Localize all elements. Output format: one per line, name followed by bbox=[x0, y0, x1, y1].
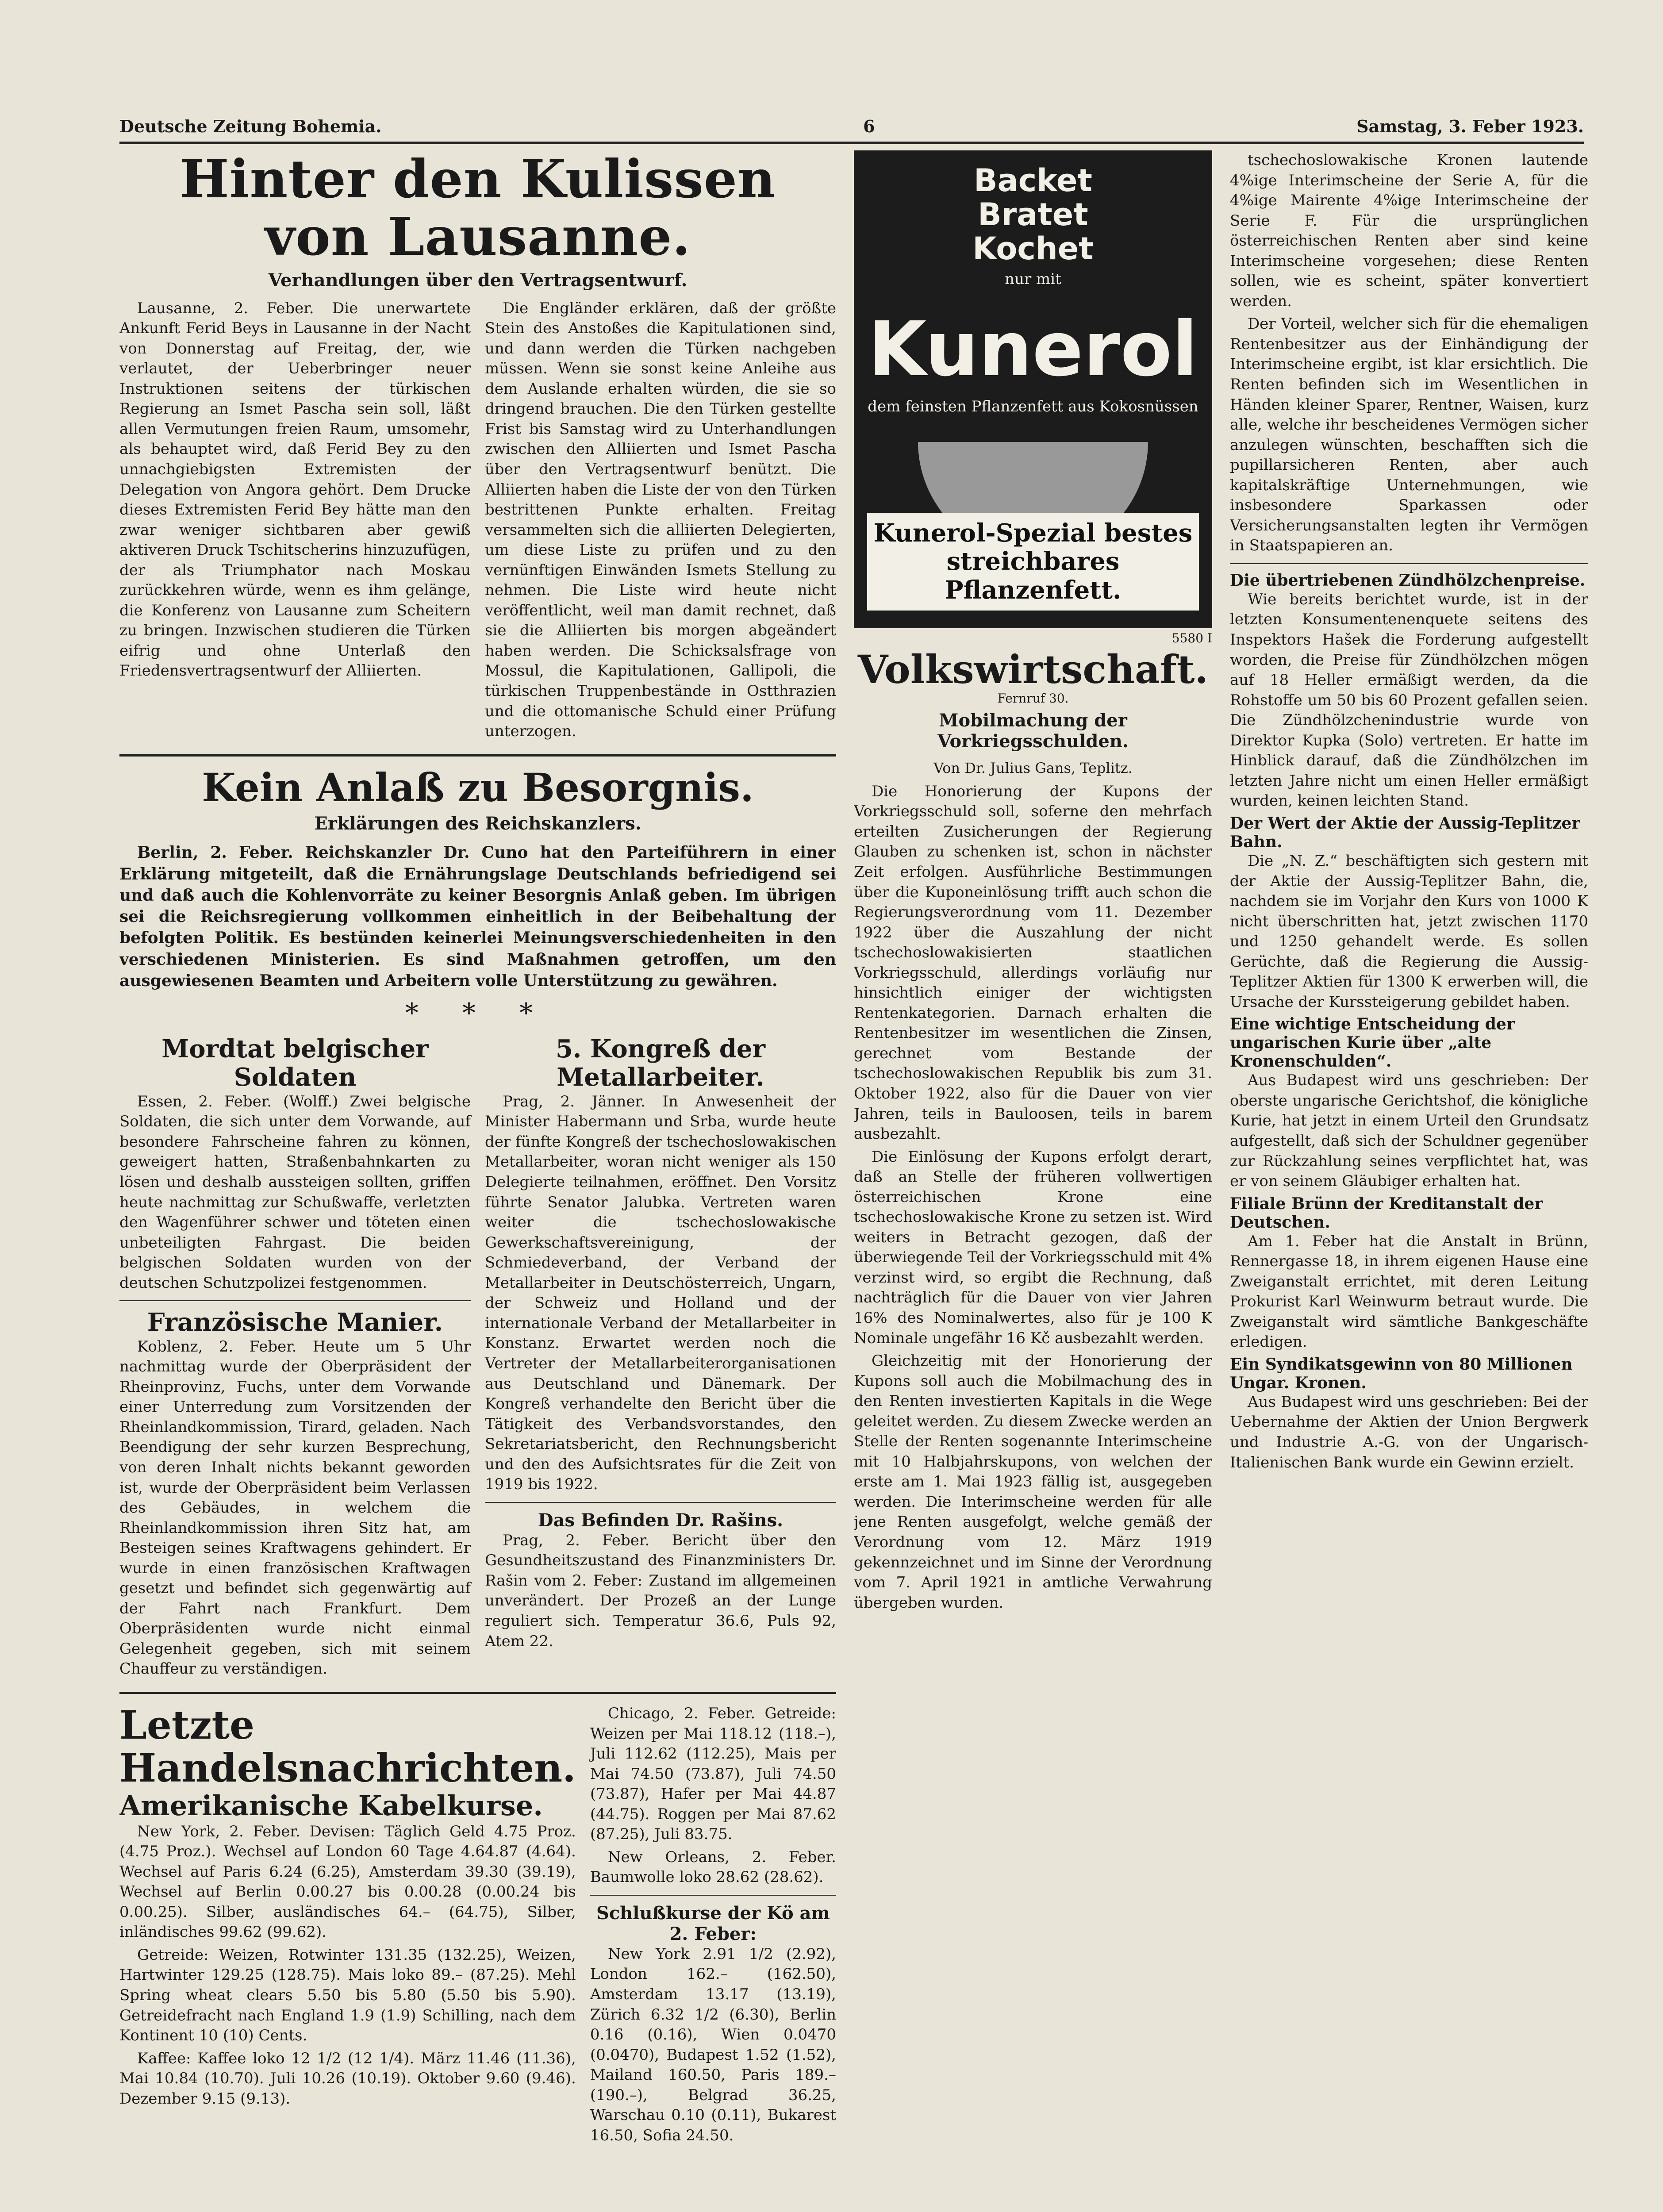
masthead-left: Deutsche Zeitung Bohemia. bbox=[119, 116, 382, 136]
manier-paragraph: Koblenz, 2. Feber. Heute um 5 Uhr nachmittag wurde der Oberpräsident der Rheinprovinz, Fuchs, unter dem Vorwande einer Unterredung zum Vorsitzenden der Rheinlandkommission, Tirard, geladen. Nach Beendigung der sehr kurzen Besprechung, von deren Inhalt nichts bekannt geworden ist, wurde der Oberpräsident beim Verlassen des Gebäudes, in welchem die Rheinlandkommission ihren Sitz hat, am Besteigen seines Kraftwagens gehindert. Er wurde in einen französischen Kraftwagen gesetzt und befindet sich gegenwärtig auf der Fahrt nach Frankfurt. Dem Oberpräsidenten wurde nicht einmal Gelegenheit gegeben, sich mit seinem Chauffeur zu verständigen. bbox=[119, 1337, 471, 1678]
rasin-headline: Das Befinden Dr. Rašins. bbox=[538, 1509, 783, 1531]
besorgnis-paragraph: Berlin, 2. Feber. Reichskanzler Dr. Cuno hat den Parteiführern in einer Erklärung mitgeteilt, daß die Ernährungslage Deutschlands befriedigend sei und daß auch die Kohlenvorräte zu keiner Besorgnis Anlaß geben. Im übrigen sei die Reichsregierung vollkommen einheitlich in der Beibehaltung der befolgten Politik. Es bestünden keinerlei Meinungsverschiedenheiten in den verschiedenen Ministerien. Es sind Maßnahmen getroffen, um den ausgewiesenen Beamten und Arbeitern volle Unterstützung zu gewähren. bbox=[119, 843, 836, 990]
mordtat-headline: Mordtat belgischer Soldaten bbox=[161, 1034, 429, 1092]
kurie-headline: Eine wichtige Entscheidung der ungarischen Kurie über „alte Kronenschulden“. bbox=[1230, 1015, 1515, 1071]
rasin-paragraph: Prag, 2. Feber. Bericht über den Gesundheitszustand des Finanzministers Dr. Rašin vom 2. Feber: Zustand im allgemeinen unverändert. Der Prozeß an der Lunge reguliert sich. Temperatur 36.6, Puls 92, Atem 22. bbox=[485, 1531, 836, 1650]
right-paragraph-4: Die „N. Z.“ beschäftigten sich gestern mit der Aktie der Aussig-Teplitzer Bahn, die, nachdem sie im Vorjahr den Kurs von 1000 K nicht überschritten hat, jetzt zwischen 1170 und 1250 gehandelt werde. Es sollen Gerüchte, daß die Regierung die Aussig-Teplitzer Aktien für 1300 K erwerben will, die Ursache der Kurssteigerung gebildet haben. bbox=[1230, 852, 1588, 1011]
right-paragraph-1: tschechoslowakische Kronen lautende 4%ige Interimscheine der Serie A, für die 4%ige Mairente 4%ige Interimscheine der Serie F. Für die ursprünglichen österreichischen Renten aber sind keine Interimscheine vorgesehen; diese Renten sollen, wie es scheint, später konvertiert werden. bbox=[1230, 151, 1588, 310]
right-paragraph-3: Wie bereits berichtet wurde, ist in der letzten Konsumentenenquete seitens des Inspektors Hašek die Forderung aufgestellt worden, die Preise für Zündhölzchen mögen auf 18 Heller ermäßigt werden, da die Rohstoffe um 50 bis 60 Prozent gefallen seien. Die Zündhölzchenindustrie wurde von Direktor Kupka (Solo) vertreten. Er hatte im Hinblick darauf, daß die Zündhölzchen im letzten Jahre nicht um einen Heller ermäßigt wurden, keinen leichten Stand. bbox=[1230, 590, 1588, 810]
mordtat-paragraph: Essen, 2. Feber. (Wolff.) Zwei belgische Soldaten, die sich unter dem Vorwande, auf besondere Fahrscheine fahren zu können, geweigert hatten, Straßenbahnkarten zu lösen und deshalb aussteigen sollten, griffen heute nachmittag zur Schußwaffe, verletzten den Wagenführer schwer und töteten einen unbeteiligten Fahrgast. Die beiden belgischen Soldaten wurden von der deutschen Schutzpolizei festgenommen. bbox=[119, 1092, 471, 1292]
handel-section bbox=[119, 1704, 836, 2148]
column-middle bbox=[854, 150, 1212, 1616]
ad-brand: Kunerol bbox=[868, 306, 1198, 393]
column-left bbox=[119, 150, 836, 2148]
date-line: Samstag, 3. Feber 1923. bbox=[1356, 116, 1584, 136]
zuendhoelzchen-headline: Die übertriebenen Zündhölzchenpreise. bbox=[1230, 571, 1586, 590]
handel-subtitle: Amerikanische Kabelkurse. bbox=[119, 1789, 543, 1822]
lausanne-headline: Hinter den Kulissen von Lausanne. bbox=[180, 150, 776, 267]
divider bbox=[1230, 563, 1588, 564]
volkswirtschaft-paragraph-1: Die Honorierung der Kupons der Vorkriegsschuld soll, soferne den mehrfach erteilten Zusicherungen der Regierung Glauben zu schenken ist, schon in nächster Zeit erfolgen. Ausführliche Bestimmungen über die Kuponeinlösung trifft auch schon die Regierungsverordnung vom 11. Dezember 1922 über die Auszahlung der nicht tschechoslowakisierten staatlichen Vorkriegsschuld, allerdings vorläufig nur hinsichtlich einiger der wichtigsten Rentenkategorien. Darnach erhalten die Rentenbesitzer im wesentlichen die Zinsen, gerechnet vom Bestande der tschechoslowakischen Republik bis zum 31. Oktober 1922, also für die Dauer von vier Jahren, teils in Bauloosen, teils in barem ausbezahlt. bbox=[854, 782, 1212, 1143]
page-number: 6 bbox=[863, 116, 875, 136]
volkswirtschaft-paragraph-2: Die Einlösung der Kupons erfolgt derart, daß an Stelle der früheren vollwertigen österreichischen Krone eine tschechoslowakische Krone zu setzen ist. Wird weiters in Betracht gezogen, daß der überwiegende Teil der Vorkriegsschuld mit 4% verzinst wird, so ergibt die Rechnung, daß nachträglich für die Dauer von vier Jahren 16% des Nominalwertes, also für je 100 K Nominale ungefähr 16 Kč ausbezahlt werden. bbox=[854, 1148, 1212, 1347]
schluss-headline: Schlußkurse der Kö am 2. Feber: bbox=[596, 1902, 830, 1944]
volkswirtschaft-paragraph-3: Gleichzeitig mit der Honorierung der Kupons soll auch die Mobilmachung des in den Renten investierten Kapitals in die Wege geleitet werden. Zu diesem Zwecke werden an Stelle der Renten sogenannte Interimscheine mit 10 Halbjahrskupons, von welchen der erste am 1. Mai 1923 fällig ist, ausgegeben werden. Die Interimscheine werden für alle jene Renten ausgefolgt, welche gemäß der Verordnung vom 12. März 1919 gekennzeichnet und im Sinne der Verordnung vom 7. April 1921 in amtliche Verwahrung übergeben wurden. bbox=[854, 1352, 1212, 1612]
besorgnis-headline: Kein Anlaß zu Besorgnis. bbox=[202, 764, 754, 810]
ad-footer: Kunerol-Spezial bestes streichbares Pflanzenfett. bbox=[867, 513, 1199, 611]
handel-paragraph-5: New Orleans, 2. Feber. Baumwolle loko 28.62 (28.62). bbox=[590, 1848, 836, 1886]
besorgnis-subtitle: Erklärungen des Reichskanzlers. bbox=[314, 813, 641, 834]
right-paragraph-6: Am 1. Feber hat die Anstalt in Brünn, Rennergasse 18, in ihrem eigenen Hause eine Zweiganstalt errichtet, mit deren Leitung Prokurist Karl Weinwurm betraut wurde. Die Zweiganstalt wird sämtliche Bankgeschäfte erledigen. bbox=[1230, 1232, 1588, 1351]
aussig-headline: Der Wert der Aktie der Aussig-Teplitzer Bahn. bbox=[1230, 814, 1580, 851]
right-paragraph-7: Aus Budapest wird uns geschrieben: Bei der Uebernahme der Aktien der Union Bergwerk und Industrie A.-G. von der Ungarisch-Italienischen Bank wurde ein Gewinn erzielt. bbox=[1230, 1393, 1588, 1471]
divider bbox=[485, 1502, 836, 1503]
kunerol-advertisement bbox=[854, 150, 1212, 628]
handel-paragraph-3: Kaffee: Kaffee loko 12 1/2 (12 1/4). März 11.46 (11.36), Mai 10.84 (10.70). Juli 10.26 (10.19). Oktober 9.60 (9.46). Dezember 9.15 (9.13). bbox=[119, 2049, 576, 2108]
fernruf: Fernruf 30. bbox=[997, 691, 1069, 706]
right-paragraph-2: Der Vorteil, welcher sich für die ehemaligen Rentenbesitzer aus der Einhändigung der Interimscheine ergibt, ist klar ersichtlich. Die Renten befinden sich im Wesentlichen in Händen kleiner Sparer, Rentner, Waisen, kurz alle, welche ihr bescheidenes Vermögen sicher anzulegen wünschten, beschafften sich die pupillarsicheren Renten, aber auch kapitalskräftige Unternehmungen, wie insbesondere Sparkassen oder Versicherungsanstalten legten ihr Vermögen in Staatspapieren an. bbox=[1230, 315, 1588, 555]
column-right bbox=[1230, 150, 1588, 1475]
ad-small-2: dem feinsten Pflanzenfett aus Kokosnüssen bbox=[868, 398, 1198, 415]
lausanne-paragraph-1: Lausanne, 2. Feber. Die unerwartete Ankunft Ferid Beys in Lausanne in der Nacht von Donnerstag auf Freitag, der, wie verlautet, der Ueberbringer neuer Instruktionen seitens der türkischen Regierung an Ismet Pascha sein soll, läßt allen Vermutungen freien Raum, umsomehr, als behauptet wird, daß Ferid Bey zu den unnachgiebigsten Extremisten der Delegation von Angora gehört. Dem Drucke dieses Extremisten Ferid Bey hätte man den zwar weniger sichtbaren aber gewiß aktiveren Druck Tschitscherins hinzuzufügen, der als Triumphator nach Moskau zurückkehren würde, wenn es ihm gelänge, die Konferenz von Lausanne zum Scheitern zu bringen. Inzwischen studieren die Türken eifrig und ohne Unterlaß den Friedensvertragsentwurf der Alliierten. bbox=[119, 299, 471, 680]
handel-paragraph-1: New York, 2. Feber. Devisen: Täglich Geld 4.75 Proz. (4.75 Proz.). Wechsel auf London 60 Tage 4.64.87 (4.64). Wechsel auf Paris 6.24 (6.25), Amsterdam 39.30 (39.19), Wechsel auf Berlin 0.00.27 bis 0.00.28 (0.00.24 bis 0.00.25). Silber, ausländisches 64.– (64.75), Silber, inländisches 99.62 (99.62). bbox=[119, 1822, 576, 1941]
ad-code: 5580 I bbox=[1171, 631, 1212, 645]
lausanne-body bbox=[119, 299, 836, 745]
handel-paragraph-4: Chicago, 2. Feber. Getreide: Weizen per Mai 118.12 (118.–), Juli 112.62 (112.25), Mais per Mai 74.50 (73.87), Juli 74.50 (73.87), Hafer per Mai 44.87 (44.75). Roggen per Mai 87.62 (87.25), Juli 83.75. bbox=[590, 1705, 836, 1843]
divider bbox=[119, 1300, 471, 1301]
author-line: Von Dr. Julius Gans, Teplitz. bbox=[933, 759, 1133, 776]
kongress-headline: 5. Kongreß der Metallarbeiter. bbox=[555, 1034, 766, 1092]
manier-headline: Französische Manier. bbox=[147, 1308, 443, 1337]
handel-paragraph-2: Getreide: Weizen, Rotwinter 131.35 (132.25), Weizen, Hartwinter 129.25 (128.75). Mais loko 89.– (87.25). Mehl Spring wheat clears 5.50 bis 5.80 (5.50 bis 5.90). Getreidefracht nach England 1.9 (1.9) Schilling, nach dem Kontinent 10 (10) Cents. bbox=[119, 1946, 576, 2045]
section-stars: * * * bbox=[405, 998, 551, 1029]
handel-headline: Letzte Handelsnachrichten. bbox=[119, 1702, 576, 1791]
ad-line-1: Backet bbox=[974, 162, 1092, 199]
divider bbox=[119, 754, 836, 757]
syndikat-headline: Ein Syndikatsgewinn von 80 Millionen Ungar. Kronen. bbox=[1230, 1355, 1573, 1392]
lausanne-paragraph-2: Die Engländer erklären, daß der größte Stein des Anstoßes die Kapitulationen sind, und dann werden die Türken nachgeben müssen. Wenn sie sonst keine Anleihe aus dem Auslande erhalten würden, die sie so dringend brauchen. Die den Türken gestellte Frist bis Samstag wird zu Unterhandlungen zwischen den Alliierten und Ismet Pascha über den Vertragsentwurf benützt. Die Alliierten haben die Liste der von den Türken bestrittenen Punkte erhalten. Freitag versammelten sich die alliierten Delegierten, um diese Liste zu prüfen und zu den vernünftigen Einwänden Ismets Stellung zu nehmen. Die Liste wird heute nicht veröffentlicht, weil man damit rechnet, daß sie die Alliierten bis morgen abgeändert haben werden. Die Schicksalsfrage von Mossul, die Kapitulationen, Gallipoli, die türkischen Truppenbestände in Ostthrazien und die ottomanische Schuld einer Prüfung unterzogen. bbox=[485, 299, 836, 741]
bruenn-headline: Filiale Brünn der Kreditanstalt der Deutschen. bbox=[1230, 1194, 1543, 1232]
ad-line-3: Kochet bbox=[972, 230, 1094, 267]
ad-line-2: Bratet bbox=[978, 196, 1088, 233]
volkswirtschaft-headline: Volkswirtschaft. bbox=[857, 646, 1209, 692]
schluss-paragraph: New York 2.91 1/2 (2.92), London 162.– (162.50), Amsterdam 13.17 (13.19), Zürich 6.32 1/2 (6.30), Berlin 0.16 (0.16), Wien 0.0470 (0.0470), Budapest 1.52 (1.52), Mailand 160.50, Paris 189.– (190.–), Belgrad 36.25, Warschau 0.10 (0.11), Bukarest 16.50, Sofia 24.50. bbox=[590, 1945, 836, 2144]
kongress-paragraph: Prag, 2. Jänner. In Anwesenheit der Minister Habermann und Srba, wurde heute der fünfte Kongreß der tschechoslowakischen Metallarbeiter, woran nicht weniger als 150 Delegierte teilnahmen, eröffnet. Den Vorsitz führte Senator Jalubka. Vertreten waren weiter die tschechoslowakische Gewerkschaftsvereinigung, der Schmiedeverband, der Verband der Metallarbeiter in Deutschösterreich, Ungarn, der Schweiz und Holland und der internationale Verband der Metallarbeiter in Konstanz. Erwartet werden noch die Vertreter der Metallarbeiterorganisationen aus Deutschland und Dänemark. Der Kongreß verhandelte den Bericht über die Tätigkeit des Verbandsvorstandes, den Sekretariatsbericht, den Rechnungsbericht und den des Aufsichtsrates für die Zeit von 1919 bis 1922. bbox=[485, 1092, 836, 1494]
ad-small-1: nur mit bbox=[1005, 270, 1061, 288]
mobilmachung-headline: Mobilmachung der Vorkriegsschulden. bbox=[937, 710, 1129, 752]
page-header bbox=[119, 111, 1584, 144]
divider bbox=[590, 1895, 836, 1896]
right-paragraph-5: Aus Budapest wird uns geschrieben: Der oberste ungarische Gerichtshof, die königliche Kurie, hat jetzt in einem Urteil den Grundsatz aufgestellt, daß sich der Schuldner gegenüber zur Rückzahlung seines verpflichtet hat, was er von seinem Gläubiger erhalten hat. bbox=[1230, 1071, 1588, 1190]
lower-articles bbox=[119, 1035, 836, 1682]
divider bbox=[119, 1692, 836, 1694]
lausanne-subtitle: Verhandlungen über den Vertragsentwurf. bbox=[268, 269, 687, 291]
